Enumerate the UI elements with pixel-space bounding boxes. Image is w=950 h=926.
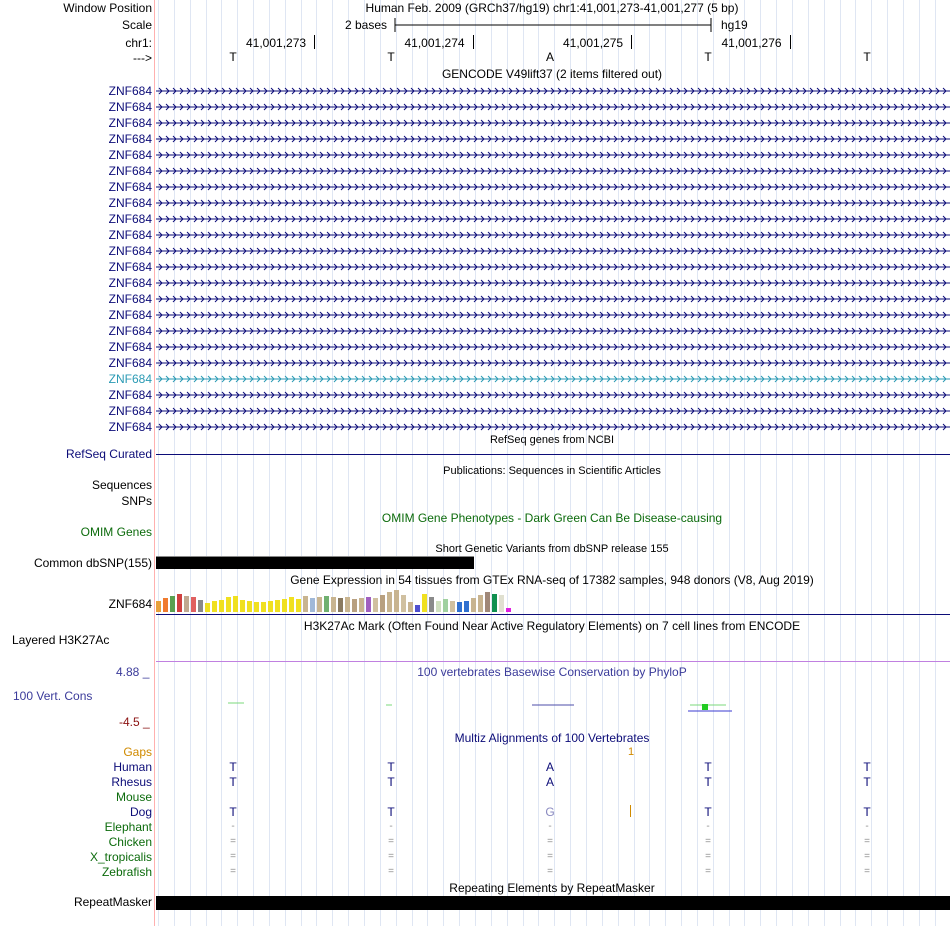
aligned-base: T (704, 775, 712, 789)
gtex-tissue-bar[interactable] (233, 596, 238, 612)
reference-base: T (229, 50, 237, 64)
gencode-gene-label[interactable]: ZNF684 (108, 148, 152, 162)
aligned-base: - (231, 821, 235, 832)
gtex-tissue-bar[interactable] (506, 608, 511, 612)
gtex-tissue-bar[interactable] (457, 602, 462, 612)
aligned-base: = (388, 866, 394, 877)
gtex-tissue-bar[interactable] (275, 600, 280, 612)
chrom-label: chr1: (125, 36, 152, 50)
gtex-tissue-bar[interactable] (492, 594, 497, 612)
repeatmasker-label[interactable]: RepeatMasker (73, 895, 152, 909)
gencode-transcript-line[interactable] (156, 119, 950, 127)
gtex-tissue-bar[interactable] (296, 599, 301, 612)
gtex-tissue-bar[interactable] (394, 590, 399, 612)
gtex-tissue-bar[interactable] (429, 597, 434, 612)
aligned-base: = (230, 866, 236, 877)
species-label[interactable]: Zebrafish (101, 865, 152, 879)
gencode-gene-label[interactable]: ZNF684 (108, 340, 152, 354)
gencode-gene-label[interactable]: ZNF684 (108, 404, 152, 418)
gencode-transcript-line[interactable] (156, 215, 950, 223)
gtex-tissue-bar[interactable] (324, 596, 329, 612)
gtex-baseline (156, 614, 950, 615)
species-label[interactable]: Dog (129, 805, 152, 819)
reference-base: T (704, 50, 712, 64)
gtex-tissue-bar[interactable] (387, 592, 392, 612)
gtex-tissue-bar[interactable] (156, 601, 161, 612)
aligned-base: T (229, 760, 237, 774)
gtex-tissue-bar[interactable] (401, 595, 406, 612)
gtex-tissue-bar[interactable] (163, 598, 168, 612)
refseq-title: RefSeq genes from NCBI (489, 434, 615, 446)
species-label[interactable]: X_tropicalis (89, 850, 152, 864)
gtex-tissue-bar[interactable] (289, 597, 294, 612)
reference-base: A (545, 50, 554, 64)
scale-label: Scale (121, 18, 152, 32)
dbsnp-title: Short Genetic Variants from dbSNP release 155 (435, 543, 669, 555)
aligned-base: = (230, 851, 236, 862)
multiz-title: Multiz Alignments of 100 Vertebrates (454, 731, 650, 745)
aligned-base: T (704, 760, 712, 774)
gtex-tissue-bar[interactable] (198, 600, 203, 612)
gencode-gene-label[interactable]: ZNF684 (108, 116, 152, 130)
window-position-value: Human Feb. 2009 (GRCh37/hg19) chr1:41,001,273-41,001,277 (5 bp) (365, 1, 739, 15)
label-separator (154, 0, 155, 926)
gtex-tissue-bar[interactable] (366, 597, 371, 612)
gtex-tissue-bar[interactable] (359, 598, 364, 612)
h3k27ac-title: H3K27Ac Mark (Often Found Near Active Regulatory Elements) on 7 cell lines from ENCODE (303, 619, 801, 633)
reference-base: T (863, 50, 871, 64)
aligned-base: - (706, 821, 710, 832)
scale-bar (393, 16, 715, 34)
gtex-tissue-bar[interactable] (317, 597, 322, 612)
ruler-tick (473, 35, 474, 49)
aligned-base: A (545, 760, 554, 774)
gtex-tissue-bar[interactable] (464, 601, 469, 612)
ruler-label: 41,001,276 (721, 36, 782, 50)
gtex-tissue-bar[interactable] (345, 597, 350, 612)
gencode-gene-label[interactable]: ZNF684 (108, 196, 152, 210)
aligned-base: T (863, 775, 871, 789)
omim-title: OMIM Gene Phenotypes - Dark Green Can Be Disease-causing (381, 511, 723, 525)
gtex-tissue-bar[interactable] (261, 602, 266, 612)
gencode-gene-label[interactable]: ZNF684 (108, 276, 152, 290)
gtex-tissue-bar[interactable] (436, 601, 441, 612)
dbsnp-item[interactable] (156, 557, 474, 569)
dbsnp-label[interactable]: Common dbSNP(155) (33, 556, 152, 570)
aligned-base: T (387, 775, 395, 789)
repeatmasker-item[interactable] (156, 896, 950, 910)
phylop-title: 100 vertebrates Basewise Conservation by PhyloP (417, 665, 687, 679)
sequences-label[interactable]: Sequences (91, 478, 152, 492)
species-label[interactable]: Rhesus (111, 775, 152, 789)
ruler-tick (631, 35, 632, 49)
aligned-base: A (545, 775, 554, 789)
window-position-label: Window Position (63, 1, 152, 15)
aligned-base: - (548, 821, 552, 832)
gencode-gene-label[interactable]: ZNF684 (108, 420, 152, 434)
omim-label[interactable]: OMIM Genes (80, 525, 152, 539)
species-label[interactable]: Chicken (108, 835, 152, 849)
aligned-base: = (864, 851, 870, 862)
gencode-gene-label[interactable]: ZNF684 (108, 180, 152, 194)
phylop-max: 4.88 _ (116, 665, 150, 679)
gencode-transcript-line[interactable] (156, 151, 950, 159)
gtex-tissue-bar[interactable] (212, 601, 217, 612)
gencode-gene-label[interactable]: ZNF684 (108, 132, 152, 146)
gencode-gene-label[interactable]: ZNF684 (108, 292, 152, 306)
aligned-base: - (865, 821, 869, 832)
gencode-transcript-line[interactable] (156, 199, 950, 207)
gencode-gene-label[interactable]: ZNF684 (108, 244, 152, 258)
aligned-base: T (704, 805, 712, 819)
gtex-tissue-bar[interactable] (450, 601, 455, 612)
gencode-title: GENCODE V49lift37 (2 items filtered out) (441, 67, 663, 81)
gencode-transcript-line[interactable] (156, 327, 950, 335)
gencode-transcript-line[interactable] (156, 87, 950, 95)
gtex-tissue-bar[interactable] (408, 602, 413, 612)
aligned-base: T (863, 805, 871, 819)
gencode-transcript-line[interactable] (156, 247, 950, 255)
species-label[interactable]: Human (113, 760, 152, 774)
aligned-base: = (388, 836, 394, 847)
gencode-gene-label[interactable]: ZNF684 (108, 212, 152, 226)
gencode-gene-label[interactable]: ZNF684 (108, 388, 152, 402)
strand-label: ---> (133, 51, 152, 65)
aligned-base: T (229, 775, 237, 789)
gtex-tissue-bar[interactable] (268, 601, 273, 612)
gencode-transcript-line[interactable] (156, 343, 950, 351)
gencode-transcript-line[interactable] (156, 183, 950, 191)
repeatmasker-title: Repeating Elements by RepeatMasker (449, 881, 655, 895)
gencode-transcript-line[interactable] (156, 167, 950, 175)
aligned-base: = (230, 836, 236, 847)
refseq-gene-line[interactable] (156, 454, 950, 455)
gtex-tissue-bar[interactable] (303, 596, 308, 612)
gtex-tissue-bar[interactable] (331, 597, 336, 612)
gtex-tissue-bar[interactable] (247, 601, 252, 612)
snps-label[interactable]: SNPs (121, 494, 152, 508)
h3k27ac-baseline (156, 661, 950, 662)
publications-title: Publications: Sequences in Scientific Articles (443, 465, 661, 477)
aligned-base: = (705, 836, 711, 847)
gencode-transcript-line[interactable] (156, 375, 950, 383)
gtex-tissue-bar[interactable] (310, 598, 315, 612)
gencode-transcript-line[interactable] (156, 311, 950, 319)
dog-insertion-mark (630, 805, 631, 817)
aligned-base: T (229, 805, 237, 819)
gtex-tissue-bar[interactable] (443, 599, 448, 612)
h3k27ac-label[interactable]: Layered H3K27Ac (12, 633, 110, 647)
gtex-tissue-bar[interactable] (499, 595, 504, 612)
phylop-signal[interactable] (156, 700, 950, 716)
species-label[interactable]: Elephant (104, 820, 152, 834)
gtex-bar-chart[interactable] (156, 588, 556, 612)
gencode-gene-label[interactable]: ZNF684 (108, 260, 152, 274)
gtex-tissue-bar[interactable] (422, 594, 427, 612)
gtex-tissue-bar[interactable] (282, 599, 287, 612)
gencode-gene-label[interactable]: ZNF684 (108, 356, 152, 370)
aligned-base: = (864, 866, 870, 877)
ruler-tick (314, 35, 315, 49)
gencode-gene-label[interactable]: ZNF684 (108, 372, 152, 386)
aligned-base: = (547, 866, 553, 877)
gtex-label[interactable]: ZNF684 (108, 597, 152, 611)
aligned-base: G (545, 805, 555, 819)
gencode-transcript-line[interactable] (156, 359, 950, 367)
gtex-tissue-bar[interactable] (254, 602, 259, 612)
gtex-tissue-bar[interactable] (205, 603, 210, 612)
aligned-base: = (388, 851, 394, 862)
gtex-tissue-bar[interactable] (240, 600, 245, 612)
gencode-transcript-line[interactable] (156, 279, 950, 287)
gtex-tissue-bar[interactable] (485, 592, 490, 612)
aligned-base: = (705, 866, 711, 877)
gtex-tissue-bar[interactable] (184, 596, 189, 612)
refseq-label[interactable]: RefSeq Curated (65, 447, 152, 461)
aligned-base: T (387, 805, 395, 819)
gtex-tissue-bar[interactable] (226, 597, 231, 612)
gtex-tissue-bar[interactable] (415, 605, 420, 612)
aligned-base: = (547, 851, 553, 862)
gtex-tissue-bar[interactable] (219, 600, 224, 612)
gencode-gene-label[interactable]: ZNF684 (108, 324, 152, 338)
gencode-gene-label[interactable]: ZNF684 (108, 84, 152, 98)
ruler-label: 41,001,275 (563, 36, 624, 50)
gencode-transcript-line[interactable] (156, 391, 950, 399)
gencode-transcript-line[interactable] (156, 423, 950, 431)
gtex-tissue-bar[interactable] (471, 598, 476, 612)
gencode-gene-label[interactable]: ZNF684 (108, 308, 152, 322)
gencode-transcript-line[interactable] (156, 263, 950, 271)
gencode-transcript-line[interactable] (156, 103, 950, 111)
gtex-tissue-bar[interactable] (177, 594, 182, 612)
assembly-label: hg19 (721, 18, 748, 32)
species-label[interactable]: Mouse (115, 790, 152, 804)
gtex-tissue-bar[interactable] (338, 598, 343, 612)
aligned-base: = (864, 836, 870, 847)
aligned-base: = (705, 851, 711, 862)
gtex-title: Gene Expression in 54 tissues from GTEx RNA-seq of 17382 samples, 948 donors (V8, Aug 2019) (290, 573, 814, 587)
aligned-base: - (389, 821, 393, 832)
ruler-label: 41,001,273 (246, 36, 307, 50)
gencode-transcript-line[interactable] (156, 407, 950, 415)
aligned-base: = (547, 836, 553, 847)
gtex-tissue-bar[interactable] (478, 595, 483, 612)
reference-base: T (387, 50, 395, 64)
gencode-gene-label[interactable]: ZNF684 (108, 228, 152, 242)
gtex-tissue-bar[interactable] (352, 599, 357, 612)
gencode-transcript-line[interactable] (156, 295, 950, 303)
gencode-transcript-line[interactable] (156, 231, 950, 239)
gencode-gene-label[interactable]: ZNF684 (108, 100, 152, 114)
gtex-tissue-bar[interactable] (191, 597, 196, 612)
gap-mark: 1 (628, 746, 635, 758)
phylop-min: -4.5 _ (119, 715, 150, 729)
ruler-tick (790, 35, 791, 49)
gencode-transcript-line[interactable] (156, 135, 950, 143)
aligned-base: T (863, 760, 871, 774)
scale-value: 2 bases (345, 18, 388, 32)
aligned-base: T (387, 760, 395, 774)
ruler-label: 41,001,274 (404, 36, 465, 50)
gtex-tissue-bar[interactable] (380, 595, 385, 612)
phylop-label[interactable]: 100 Vert. Cons (13, 689, 93, 703)
gencode-gene-label[interactable]: ZNF684 (108, 164, 152, 178)
gtex-tissue-bar[interactable] (170, 596, 175, 612)
gaps-label[interactable]: Gaps (123, 745, 152, 759)
gtex-tissue-bar[interactable] (373, 598, 378, 612)
